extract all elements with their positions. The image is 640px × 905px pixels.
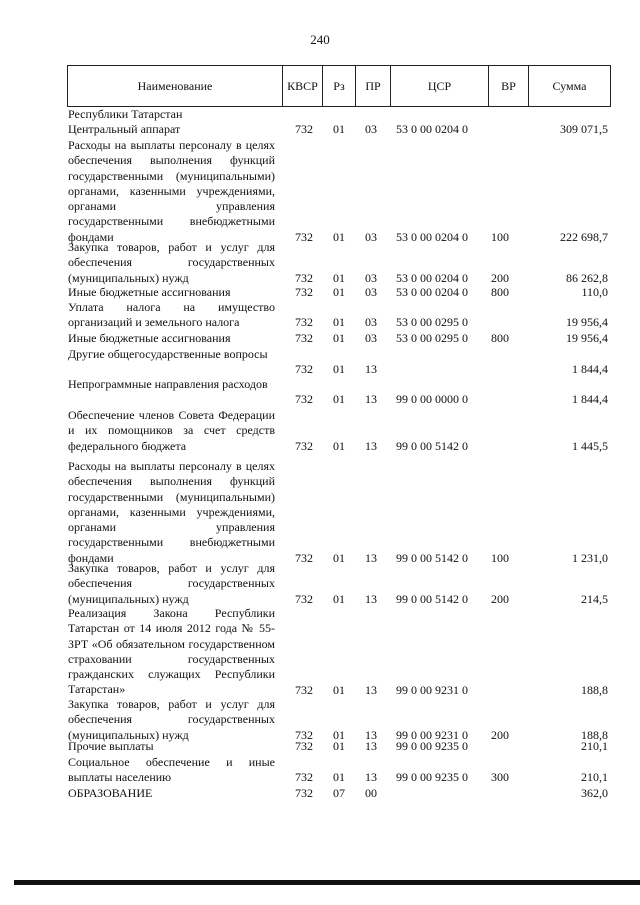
row-kvsr: 732 — [295, 331, 313, 345]
row-kvsr: 732 — [295, 229, 313, 244]
row-sum: 1 844,4 — [572, 362, 608, 377]
row-csr: 99 0 00 0000 0 — [396, 392, 468, 407]
row-kvsr: 732 — [295, 285, 313, 299]
table-row — [0, 240, 640, 286]
row-csr: 53 0 00 0295 0 — [396, 315, 468, 330]
row-kvsr: 732 — [295, 770, 313, 785]
row-sum: 110,0 — [581, 285, 608, 299]
row-rz: 01 — [333, 682, 345, 697]
table-row — [0, 606, 640, 698]
row-name: Центральный аппарат — [68, 122, 181, 136]
row-rz: 07 — [333, 786, 345, 800]
row-csr: 53 0 00 0204 0 — [396, 270, 468, 285]
row-sum: 188,8 — [581, 682, 608, 697]
column-header-vr: ВР — [488, 66, 528, 106]
table-row — [0, 408, 640, 454]
row-vr: 100 — [491, 550, 509, 565]
row-sum: 222 698,7 — [560, 229, 608, 244]
row-sum: 362,0 — [581, 786, 608, 800]
row-name: ОБРАЗОВАНИЕ — [68, 786, 153, 800]
row-sum: 1 231,0 — [572, 550, 608, 565]
row-sum: 309 071,5 — [560, 122, 608, 136]
row-csr: 99 0 00 5142 0 — [396, 550, 468, 565]
row-csr: 53 0 00 0204 0 — [396, 229, 468, 244]
row-csr: 99 0 00 9235 0 — [396, 739, 468, 753]
row-sum: 19 956,4 — [566, 331, 608, 345]
row-rz: 01 — [333, 438, 345, 453]
row-pr: 13 — [365, 438, 377, 453]
table-row — [0, 107, 640, 122]
row-pr: 13 — [365, 591, 377, 606]
table-row — [0, 739, 640, 754]
row-kvsr: 732 — [295, 739, 313, 753]
row-vr: 800 — [491, 285, 509, 299]
row-name: Социальное обеспечение и иные выплаты населению — [68, 755, 275, 785]
row-kvsr: 732 — [295, 438, 313, 453]
row-pr: 03 — [365, 315, 377, 330]
row-kvsr: 732 — [295, 786, 313, 800]
table-row — [0, 377, 640, 408]
table-row — [0, 138, 640, 245]
row-pr: 03 — [365, 285, 377, 299]
row-name: Иные бюджетные ассигнования — [68, 285, 231, 299]
row-pr: 13 — [365, 550, 377, 565]
table-row — [0, 697, 640, 743]
table-row — [0, 786, 640, 801]
row-kvsr: 732 — [295, 591, 313, 606]
row-rz: 01 — [333, 591, 345, 606]
row-kvsr: 732 — [295, 550, 313, 565]
row-vr: 300 — [491, 770, 509, 785]
row-kvsr: 732 — [295, 362, 313, 377]
table-row — [0, 285, 640, 300]
row-pr: 13 — [365, 392, 377, 407]
row-sum: 210,1 — [581, 770, 608, 785]
row-pr: 00 — [365, 786, 377, 800]
row-rz: 01 — [333, 392, 345, 407]
row-sum: 1 844,4 — [572, 392, 608, 407]
row-vr: 200 — [491, 270, 509, 285]
row-pr: 03 — [365, 331, 377, 345]
row-sum: 214,5 — [581, 591, 608, 606]
row-sum: 188,8 — [581, 727, 608, 742]
row-rz: 01 — [333, 331, 345, 345]
row-kvsr: 732 — [295, 122, 313, 136]
table-row — [0, 331, 640, 346]
row-csr: 99 0 00 5142 0 — [396, 438, 468, 453]
table-row — [0, 300, 640, 331]
row-vr: 200 — [491, 727, 509, 742]
row-sum: 210,1 — [581, 739, 608, 753]
row-name: Другие общегосударственные вопросы — [68, 347, 268, 361]
row-name: Расходы на выплаты персоналу в целях обеспечения выполнения функций государственными (муниципальными) органами, казенными учреждениями, органами управления государственными внебюджетными фондами — [68, 459, 275, 565]
row-rz: 01 — [333, 270, 345, 285]
column-header-pr: ПР — [355, 66, 390, 106]
row-csr: 99 0 00 9231 0 — [396, 727, 468, 742]
table-row — [0, 347, 640, 378]
row-sum: 86 262,8 — [566, 270, 608, 285]
table-row — [0, 122, 640, 137]
row-rz: 01 — [333, 727, 345, 742]
row-pr: 13 — [365, 770, 377, 785]
row-sum: 19 956,4 — [566, 315, 608, 330]
row-rz: 01 — [333, 739, 345, 753]
row-pr: 13 — [365, 362, 377, 377]
table-row — [0, 459, 640, 566]
column-header-kvsr: КВСР — [282, 66, 322, 106]
row-rz: 01 — [333, 285, 345, 299]
row-name: Республики Татарстан — [68, 107, 183, 121]
row-name: Прочие выплаты — [68, 739, 154, 753]
column-header-name: Наименование — [137, 79, 213, 93]
row-csr: 53 0 00 0204 0 — [396, 285, 468, 299]
row-kvsr: 732 — [295, 270, 313, 285]
row-name: Закупка товаров, работ и услуг для обеспечения государственных (муниципальных) нужд — [68, 240, 275, 285]
row-csr: 99 0 00 5142 0 — [396, 591, 468, 606]
row-name: Непрограммные направления расходов — [68, 377, 268, 391]
row-kvsr: 732 — [295, 392, 313, 407]
row-pr: 03 — [365, 122, 377, 136]
column-header-sum: Сумма — [528, 66, 610, 106]
row-csr: 99 0 00 9231 0 — [396, 682, 468, 697]
row-vr: 100 — [491, 229, 509, 244]
row-pr: 13 — [365, 682, 377, 697]
row-kvsr: 732 — [295, 315, 313, 330]
row-rz: 01 — [333, 229, 345, 244]
page-number: 240 — [310, 32, 330, 47]
row-sum: 1 445,5 — [572, 438, 608, 453]
row-name: Закупка товаров, работ и услуг для обеспечения государственных (муниципальных) нужд — [68, 561, 275, 606]
column-header-rz: Рз — [322, 66, 355, 106]
row-csr: 99 0 00 9235 0 — [396, 770, 468, 785]
row-rz: 01 — [333, 770, 345, 785]
row-rz: 01 — [333, 362, 345, 377]
row-vr: 200 — [491, 591, 509, 606]
row-name: Расходы на выплаты персоналу в целях обеспечения выполнения функций государственными (муниципальными) органами, казенными учреждениями, органами управления государственными внебюджетными фондами — [68, 138, 275, 244]
row-name: Реализация Закона Республики Татарстан от 14 июля 2012 года № 55-ЗРТ «Об обязательном государственном страховании государственных гражданских служащих Республики Татарстан» — [68, 606, 275, 697]
table-row — [0, 561, 640, 607]
row-kvsr: 732 — [295, 727, 313, 742]
row-rz: 01 — [333, 550, 345, 565]
row-name: Иные бюджетные ассигнования — [68, 331, 231, 345]
column-header-csr: ЦСР — [390, 66, 488, 106]
row-vr: 800 — [491, 331, 509, 345]
row-rz: 01 — [333, 315, 345, 330]
row-name: Уплата налога на имущество организаций и земельного налога — [68, 300, 275, 330]
row-name: Обеспечение членов Совета Федерации и их помощников за счет средств федерального бюджета — [68, 408, 275, 453]
row-kvsr: 732 — [295, 682, 313, 697]
row-pr: 03 — [365, 270, 377, 285]
row-name: Закупка товаров, работ и услуг для обеспечения государственных (муниципальных) нужд — [68, 697, 275, 742]
row-pr: 13 — [365, 739, 377, 753]
row-rz: 01 — [333, 122, 345, 136]
row-csr: 53 0 00 0204 0 — [396, 122, 468, 136]
row-csr: 53 0 00 0295 0 — [396, 331, 468, 345]
table-row — [0, 755, 640, 786]
row-pr: 03 — [365, 229, 377, 244]
scan-edge-bar — [14, 880, 640, 885]
row-pr: 13 — [365, 727, 377, 742]
